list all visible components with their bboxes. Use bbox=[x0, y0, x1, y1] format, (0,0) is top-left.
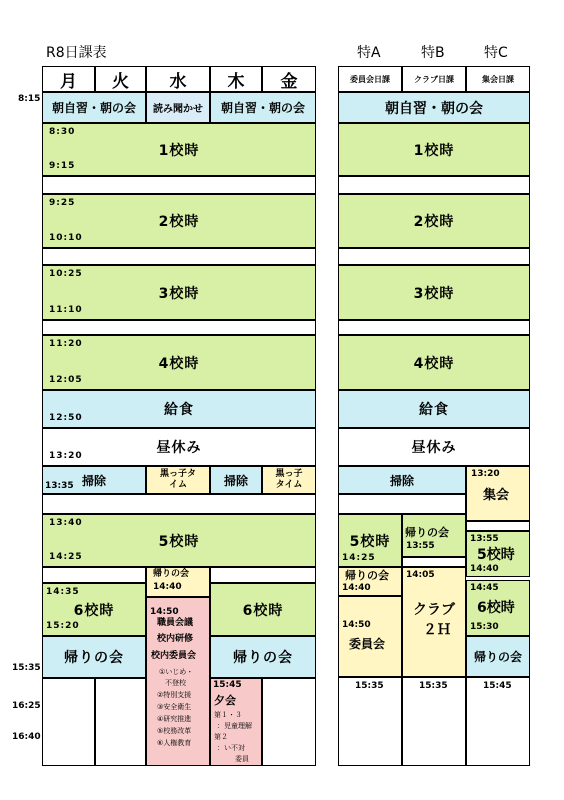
period-6-start: 14:35 bbox=[46, 587, 80, 597]
special-c-p5-end: 14:40 bbox=[470, 564, 499, 574]
special-b-break bbox=[402, 557, 466, 567]
period-4 bbox=[42, 335, 316, 390]
kaeri-mon-tue: 帰りの会 bbox=[42, 636, 146, 678]
special-period-3: 3校時 bbox=[338, 265, 530, 320]
special-c-p5-label: 5校時 bbox=[477, 547, 515, 563]
staff-item-4: ④研究推進 bbox=[157, 715, 192, 723]
special-a-kaeri-label: 帰りの会 bbox=[345, 569, 389, 582]
main-timetable bbox=[42, 66, 316, 766]
special-c-end: 15:45 bbox=[483, 681, 512, 691]
cleaning-thu: 掃除 bbox=[210, 466, 262, 494]
wed-kaeri-time: 14:40 bbox=[153, 582, 182, 592]
cleaning-end: 13:35 bbox=[45, 481, 74, 491]
special-c-p5-time: 13:55 bbox=[470, 534, 499, 544]
special-a-iinkai-time: 14:50 bbox=[342, 620, 371, 630]
special-b-club-1: クラブ bbox=[413, 602, 455, 618]
recess-end: 13:20 bbox=[49, 451, 83, 461]
period-3 bbox=[42, 265, 316, 320]
period-5 bbox=[42, 514, 316, 567]
lunch-end: 12:50 bbox=[49, 413, 83, 423]
morning-wed: 読み聞かせ bbox=[146, 92, 210, 123]
period-5-end: 14:25 bbox=[49, 552, 83, 562]
staff-item-3: ③安全衛生 bbox=[157, 703, 192, 711]
staff-item-6: ⑥人権教育 bbox=[157, 739, 192, 747]
special-a-p5-label: 5校時 bbox=[349, 533, 391, 550]
break-5b bbox=[210, 567, 316, 583]
kuroko-wed: 黒っ子タイム bbox=[146, 466, 210, 494]
special-a-p5-end: 14:25 bbox=[342, 553, 376, 563]
recess bbox=[42, 428, 316, 466]
yukai-line-4: ：い不対 bbox=[217, 744, 245, 752]
special-cleaning: 掃除 bbox=[338, 466, 466, 494]
special-break-1 bbox=[338, 176, 530, 194]
yukai-line-5: 委員 bbox=[235, 755, 249, 763]
special-recess: 昼休み bbox=[338, 428, 530, 466]
day-wed: 水 bbox=[146, 66, 210, 92]
period-4-label: 4校時 bbox=[158, 355, 200, 372]
day-mon: 月 bbox=[42, 66, 95, 92]
special-period-2: 2校時 bbox=[338, 194, 530, 248]
staff-item-5: ⑤校務改革 bbox=[157, 727, 192, 735]
period-3-end: 11:10 bbox=[49, 305, 83, 315]
special-b-kaeri bbox=[402, 514, 466, 557]
period-6-end: 15:20 bbox=[46, 621, 80, 631]
special-c-period-5 bbox=[466, 531, 530, 577]
special-b-club-2: ２Ｈ bbox=[423, 622, 451, 638]
period-6-mon-tue bbox=[42, 583, 146, 636]
special-break-4 bbox=[338, 494, 466, 514]
period-1-label: 1校時 bbox=[158, 142, 200, 159]
special-c-p6-end: 15:30 bbox=[470, 622, 499, 632]
period-2-start: 9:25 bbox=[49, 198, 76, 208]
morning-mon-tue: 朝自習・朝の会 bbox=[42, 92, 146, 123]
staff-line-2: 校内研修 bbox=[157, 634, 194, 644]
special-c-period-6 bbox=[466, 580, 530, 636]
special-c-p6-label: 6校時 bbox=[477, 600, 515, 616]
special-a-kaeri-time: 14:40 bbox=[342, 583, 371, 593]
wed-kaeri-label: 帰りの会 bbox=[153, 569, 190, 579]
period-4-start: 11:20 bbox=[49, 339, 83, 349]
after-mon bbox=[42, 678, 95, 766]
recess-label: 昼休み bbox=[156, 440, 202, 456]
special-period-1: 1校時 bbox=[338, 123, 530, 176]
period-3-label: 3校時 bbox=[158, 285, 200, 302]
special-a-period-5 bbox=[338, 514, 402, 567]
special-a-kaeri bbox=[338, 567, 402, 596]
kaeri-thu-fri: 帰りの会 bbox=[210, 636, 316, 678]
period-6-thu-fri: 6校時 bbox=[210, 583, 316, 636]
period-1 bbox=[42, 123, 316, 176]
period-1-end: 9:15 bbox=[49, 161, 76, 171]
special-period-4: 4校時 bbox=[338, 335, 530, 390]
special-c-shukai-label: 集会 bbox=[483, 488, 510, 503]
special-a-iinkai-label: 委員会 bbox=[349, 637, 386, 651]
period-5-label: 5校時 bbox=[158, 533, 200, 550]
period-6-label: 6校時 bbox=[73, 602, 115, 619]
staff-item-1b: 不登校 bbox=[165, 679, 186, 687]
period-2-label: 2校時 bbox=[158, 214, 200, 230]
time-16-25: 16:25 bbox=[12, 701, 41, 711]
after-tue bbox=[95, 678, 146, 766]
special-day-b: クラブ日課 bbox=[402, 66, 466, 92]
period-2-end: 10:10 bbox=[49, 233, 83, 243]
period-3-start: 10:25 bbox=[49, 269, 83, 279]
special-b-club-time: 14:05 bbox=[406, 570, 435, 580]
morning-thu-fri: 朝自習・朝の会 bbox=[210, 92, 316, 123]
special-c-after bbox=[466, 677, 530, 766]
special-a-end: 15:35 bbox=[355, 681, 384, 691]
special-b-end: 15:35 bbox=[419, 681, 448, 691]
staff-line-1: 職員会議 bbox=[157, 618, 194, 628]
time-16-40: 16:40 bbox=[12, 732, 41, 742]
cleaning-label: 掃除 bbox=[81, 473, 106, 488]
staff-time: 14:50 bbox=[150, 607, 179, 617]
special-c-kaeri: 帰りの会 bbox=[466, 636, 530, 677]
special-a-after bbox=[338, 677, 402, 766]
break-3 bbox=[42, 320, 316, 335]
staff-item-1: ①いじめ・ bbox=[159, 668, 194, 676]
special-c-break bbox=[466, 521, 530, 531]
special-break-3 bbox=[338, 320, 530, 335]
yukai-line-3: 第２ bbox=[214, 733, 228, 741]
break-4 bbox=[42, 494, 316, 514]
special-b-kaeri-label: 帰りの会 bbox=[405, 526, 449, 539]
special-c-shukai-time: 13:20 bbox=[471, 469, 500, 479]
day-thu: 木 bbox=[210, 66, 262, 92]
thu-yukai bbox=[210, 678, 262, 766]
special-day-c: 集会日課 bbox=[466, 66, 530, 92]
staff-line-3: 校内委員会 bbox=[151, 651, 197, 661]
break-1 bbox=[42, 176, 316, 194]
lunch bbox=[42, 390, 316, 428]
period-2 bbox=[42, 194, 316, 248]
special-a-header: 特A bbox=[357, 45, 381, 61]
special-lunch: 給食 bbox=[338, 390, 530, 428]
yukai-label: 夕会 bbox=[214, 694, 236, 707]
day-tue: 火 bbox=[95, 66, 146, 92]
yukai-line-1: 第１・３ bbox=[214, 711, 242, 719]
time-8-15: 8:15 bbox=[18, 94, 41, 104]
special-b-after bbox=[402, 677, 466, 766]
special-c-header: 特C bbox=[484, 45, 508, 61]
wed-staff-meeting bbox=[146, 597, 210, 766]
yukai-line-2: ：児童理解 bbox=[217, 722, 252, 730]
after-fri bbox=[262, 678, 316, 766]
staff-item-2: ②特別支援 bbox=[157, 691, 192, 699]
special-c-p6-time: 14:45 bbox=[470, 583, 499, 593]
special-timetable bbox=[338, 66, 530, 766]
special-c-shukai bbox=[466, 466, 530, 521]
special-break-2 bbox=[338, 248, 530, 265]
kuroko-fri: 黒っ子タイム bbox=[262, 466, 316, 494]
special-morning: 朝自習・朝の会 bbox=[338, 92, 530, 123]
break-5 bbox=[42, 567, 146, 583]
period-4-end: 12:05 bbox=[49, 375, 83, 385]
day-fri: 金 bbox=[262, 66, 316, 92]
special-a-iinkai bbox=[338, 596, 402, 677]
special-b-kaeri-time: 13:55 bbox=[406, 541, 435, 551]
yukai-time: 15:45 bbox=[213, 680, 242, 690]
break-2 bbox=[42, 248, 316, 265]
cleaning-mon-tue bbox=[42, 466, 146, 494]
special-b-header: 特B bbox=[421, 45, 445, 61]
period-5-start: 13:40 bbox=[49, 518, 83, 528]
time-15-35: 15:35 bbox=[12, 663, 41, 673]
special-b-club bbox=[402, 567, 466, 677]
wed-kaeri bbox=[146, 567, 210, 597]
special-day-a: 委員会日課 bbox=[338, 66, 402, 92]
period-1-start: 8:30 bbox=[49, 127, 76, 137]
lunch-label: 給食 bbox=[164, 402, 194, 418]
page-title: R8日課表 bbox=[46, 45, 107, 61]
